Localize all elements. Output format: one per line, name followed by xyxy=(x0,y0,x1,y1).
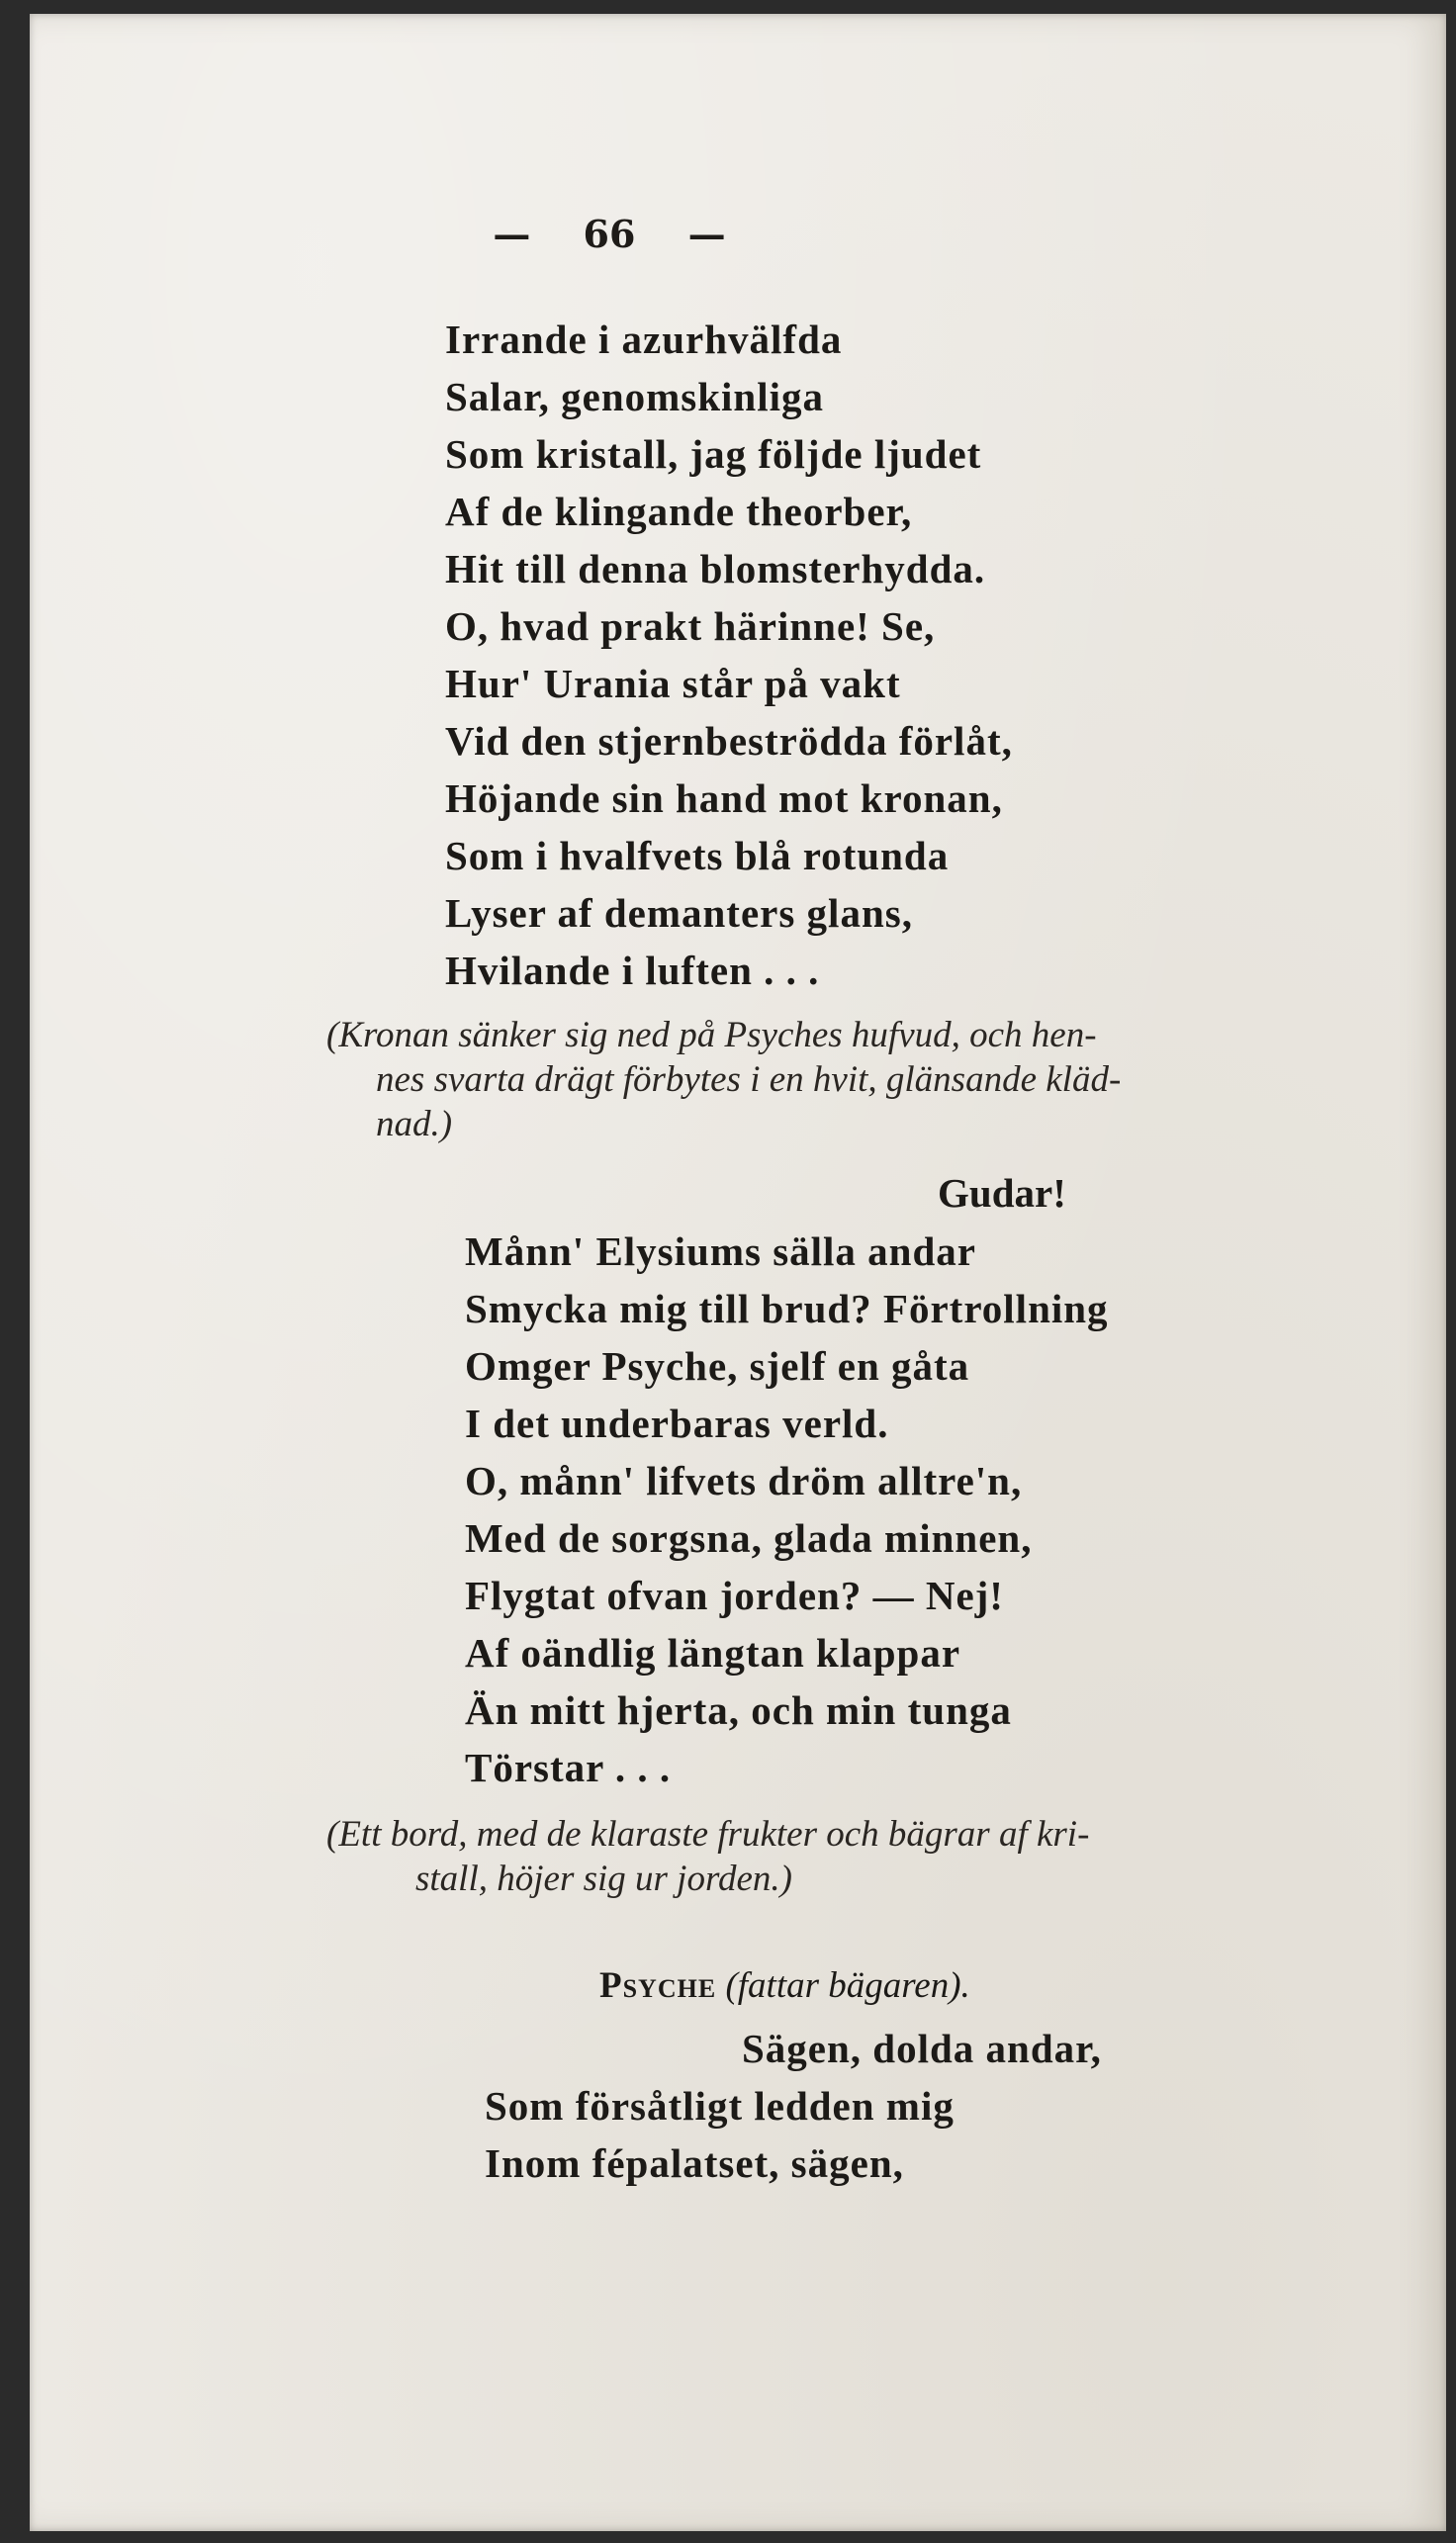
page-header xyxy=(30,212,1318,256)
verse-block-2 xyxy=(465,1223,1109,1796)
verse-line: Som kristall, jag följde ljudet xyxy=(445,431,982,477)
header-dash-right: — xyxy=(687,212,726,256)
header-dash-left: — xyxy=(493,212,531,256)
verse-line: Smycka mig till brud? Förtrollning xyxy=(465,1286,1109,1331)
page-number: 66 xyxy=(583,212,636,256)
verse-line: Af oändlig längtan klappar xyxy=(465,1630,961,1676)
stage-line: (Ett bord, med de klaraste frukter och bägrar af kri- xyxy=(326,1814,1090,1855)
verse-line: Inom fépalatset, sägen, xyxy=(485,2140,904,2186)
verse-line: Som i hvalfvets blå rotunda xyxy=(445,833,950,878)
verse-line: Lyser af demanters glans, xyxy=(445,890,913,936)
stage-line: nes svarta drägt förbytes i en hvit, glänsande kläd- xyxy=(376,1059,1122,1100)
verse-line: O, månn' lifvets dröm alltre'n, xyxy=(465,1458,1023,1503)
verse-line: Med de sorgsna, glada minnen, xyxy=(465,1515,1033,1561)
stage-line: stall, höjer sig ur jorden.) xyxy=(415,1859,792,1899)
verse-line: Omger Psyche, sjelf en gåta xyxy=(465,1343,970,1389)
verse-line: Hit till denna blomsterhydda. xyxy=(445,546,986,591)
verse-line: Af de klingande theorber, xyxy=(445,489,913,534)
verse-line: I det underbaras verld. xyxy=(465,1401,889,1446)
verse-line: Hvilande i luften . . . xyxy=(445,948,820,993)
stage-direction-1 xyxy=(326,1013,1121,1146)
verse-block-1 xyxy=(445,311,1013,999)
speaker-line xyxy=(599,1964,970,2007)
verse-line: Än mitt hjerta, och min tunga xyxy=(465,1687,1012,1733)
verse-line: Höjande sin hand mot kronan, xyxy=(445,775,1003,821)
verse-line: Törstar . . . xyxy=(465,1745,672,1790)
verse-line: Som försåtligt ledden mig xyxy=(485,2083,955,2129)
speaker-direction: (fattar bägaren). xyxy=(725,1965,970,2006)
stage-line: nad.) xyxy=(376,1104,453,1144)
verse-line: Vid den stjernbeströdda förlåt, xyxy=(445,718,1013,764)
exclamation: Gudar! xyxy=(938,1170,1066,1216)
verse-line: Sägen, dolda andar, xyxy=(742,2026,1102,2071)
verse-line: O, hvad prakt härinne! Se, xyxy=(445,603,936,649)
verse-line: Hur' Urania står på vakt xyxy=(445,661,901,706)
speaker-name: Psyche xyxy=(599,1965,717,2006)
stage-direction-2 xyxy=(326,1812,1089,1901)
verse-line: Månn' Elysiums sälla andar xyxy=(465,1228,976,1274)
verse-line: Flygtat ofvan jorden? — Nej! xyxy=(465,1573,1004,1618)
verse-block-3 xyxy=(485,2020,1102,2192)
verse-line: Irrande i azurhvälfda xyxy=(445,317,843,362)
verse-line: Salar, genomskinliga xyxy=(445,374,825,419)
stage-line: (Kronan sänker sig ned på Psyches hufvud, och hen- xyxy=(326,1015,1097,1055)
book-page xyxy=(30,14,1446,2531)
